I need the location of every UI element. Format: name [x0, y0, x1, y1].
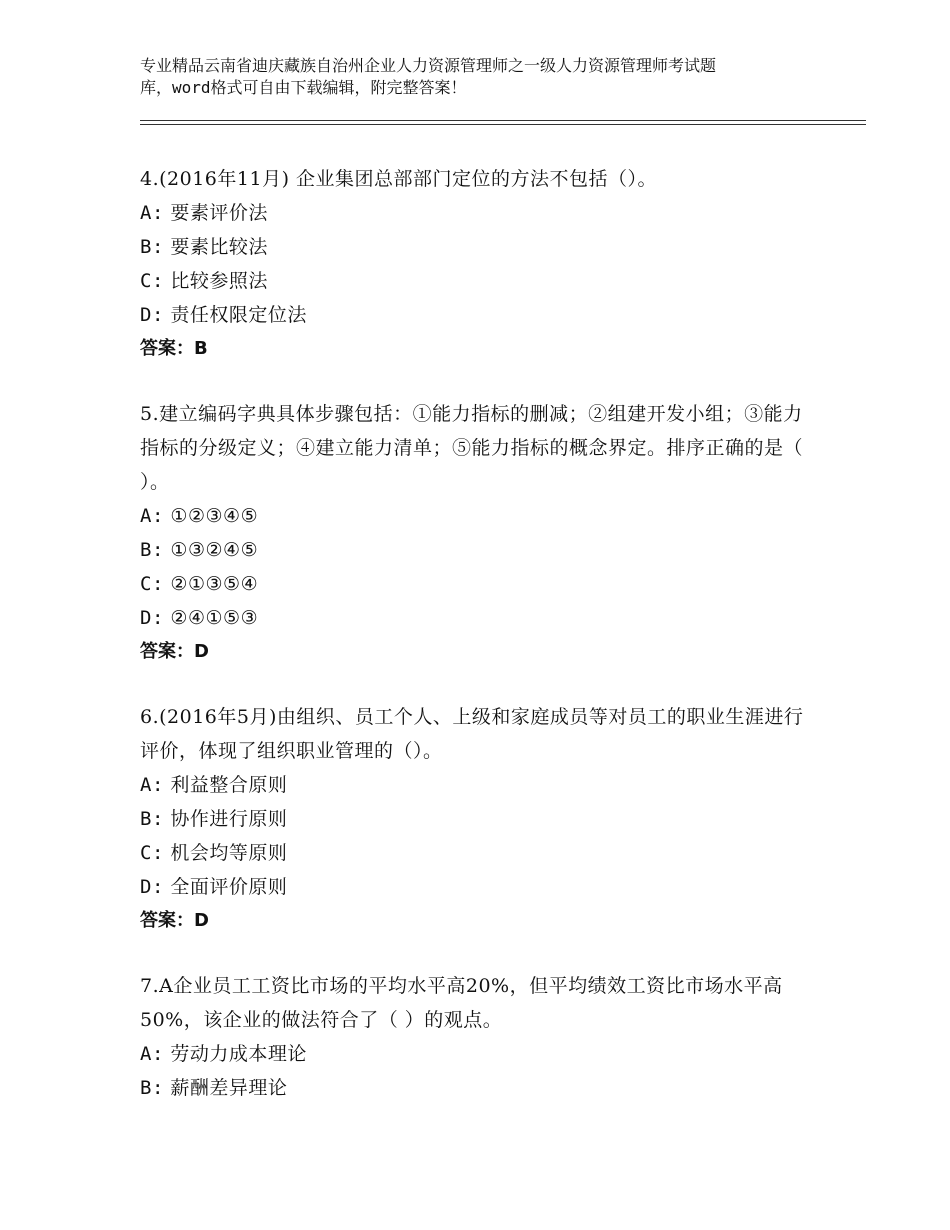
option-b: B: 薪酬差异理论 [140, 1077, 288, 1099]
option-d: D: ②④①⑤③ [140, 607, 259, 629]
option-d: D: 责任权限定位法 [140, 304, 307, 326]
option-a: A: 要素评价法 [140, 202, 268, 224]
option-b: B: 要素比较法 [140, 236, 268, 258]
header-divider-bottom [140, 124, 866, 125]
option-a: A: 劳动力成本理论 [140, 1043, 307, 1065]
option-b: B: ①③②④⑤ [140, 539, 259, 561]
question-6 [140, 700, 810, 938]
question-7 [140, 969, 810, 1105]
header-divider-top [140, 120, 866, 121]
question-stem: 7.A企业员工工资比市场的平均水平高20%，但平均绩效工资比市场水平高50%，该企业的做法符合了（ ）的观点。 [140, 975, 783, 1031]
question-4 [140, 162, 810, 366]
question-stem: 5.建立编码字典具体步骤包括：①能力指标的删减；②组建开发小组；③能力指标的分级定义；④建立能力清单；⑤能力指标的概念界定。排序正确的是（ ）。 [140, 403, 804, 493]
answer: 答案：B [140, 338, 208, 359]
answer: 答案：D [140, 641, 209, 662]
question-5 [140, 397, 810, 669]
option-b: B: 协作进行原则 [140, 808, 288, 830]
option-a: A: ①②③④⑤ [140, 505, 259, 527]
option-c: C: 机会均等原则 [140, 842, 288, 864]
document-header [140, 55, 820, 99]
option-c: C: ②①③⑤④ [140, 573, 259, 595]
option-c: C: 比较参照法 [140, 270, 268, 292]
answer: 答案：D [140, 910, 209, 931]
question-list [140, 162, 810, 1136]
header-line-2: 库，word格式可自由下载编辑，附完整答案！ [140, 78, 467, 97]
option-a: A: 利益整合原则 [140, 774, 288, 796]
question-stem: 6.(2016年5月)由组织、员工个人、上级和家庭成员等对员工的职业生涯进行评价，体现了组织职业管理的（）。 [140, 706, 804, 762]
option-d: D: 全面评价原则 [140, 876, 288, 898]
header-line-1: 专业精品云南省迪庆藏族自治州企业人力资源管理师之一级人力资源管理师考试题 [140, 56, 717, 75]
question-stem: 4.(2016年11月) 企业集团总部部门定位的方法不包括（）。 [140, 168, 658, 190]
